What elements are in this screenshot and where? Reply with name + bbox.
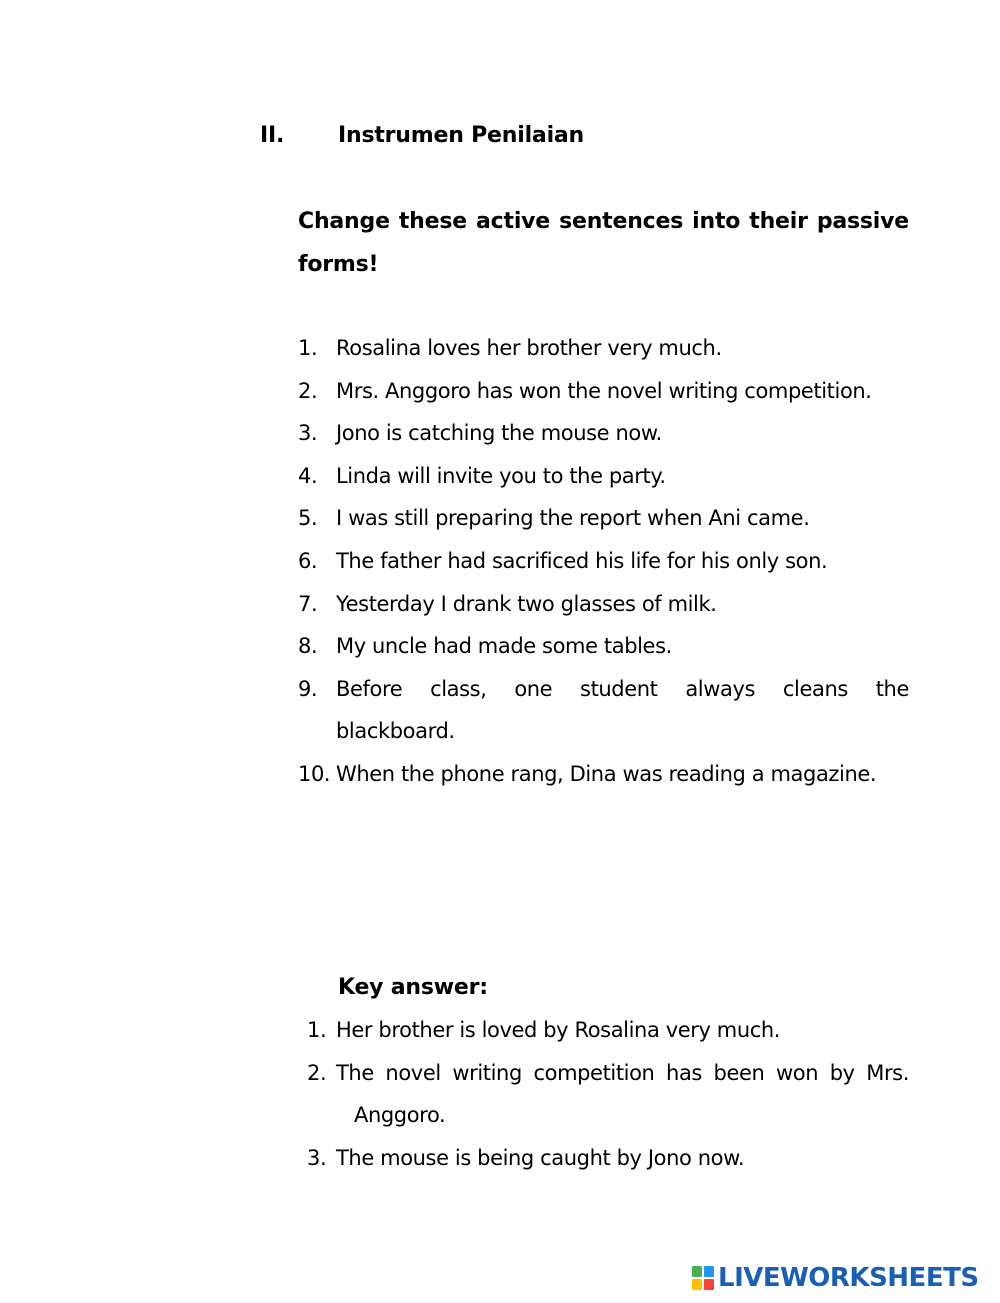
question-text-line1: Before class, one student always cleans the <box>336 676 909 701</box>
question-text: When the phone rang, Dina was reading a magazine. <box>336 761 877 786</box>
liveworksheets-logo-icon <box>692 1266 714 1290</box>
question-item <box>298 327 909 370</box>
section-number: II. <box>260 123 285 148</box>
question-number: 3. <box>298 421 318 446</box>
question-item <box>298 455 909 498</box>
instruction-text: Change these active sentences into their passive forms! <box>298 209 909 277</box>
key-answer-title: Key answer: <box>338 975 488 1000</box>
question-text: Jono is catching the mouse now. <box>336 421 662 446</box>
answer-number: 1. <box>307 1018 327 1042</box>
question-item <box>298 370 909 413</box>
answer-text: Her brother is loved by Rosalina very much. <box>336 1018 781 1042</box>
question-list <box>298 327 909 796</box>
question-text: The father had sacrificed his life for his only son. <box>336 548 828 573</box>
answer-number: 2. <box>307 1060 327 1085</box>
question-number: 5. <box>298 506 318 531</box>
question-number: 4. <box>298 463 318 488</box>
question-number: 8. <box>298 634 318 659</box>
question-text: Rosalina loves her brother very much. <box>336 336 722 360</box>
question-text: Mrs. Anggoro has won the novel writing competition. <box>336 378 872 403</box>
question-number: 6. <box>298 548 318 573</box>
question-text: Yesterday I drank two glasses of milk. <box>336 591 717 616</box>
question-number: 7. <box>298 591 318 616</box>
question-item <box>298 668 909 753</box>
question-number: 1. <box>298 336 318 360</box>
question-text: My uncle had made some tables. <box>336 634 672 659</box>
answer-number: 3. <box>307 1145 327 1170</box>
section-title: Instrumen Penilaian <box>338 123 585 148</box>
question-number: 2. <box>298 378 318 403</box>
answer-item <box>307 1052 909 1137</box>
liveworksheets-brand[interactable] <box>692 1262 979 1294</box>
answer-list <box>307 1009 909 1179</box>
question-item <box>298 583 909 626</box>
answer-text-line2: Anggoro. <box>354 1103 446 1128</box>
question-text: I was still preparing the report when Ani came. <box>336 506 810 531</box>
section-heading <box>260 121 584 151</box>
question-number: 9. <box>298 676 318 701</box>
question-text: Linda will invite you to the party. <box>336 463 666 488</box>
question-item <box>298 625 909 668</box>
answer-text-line1: The novel writing competition has been won by Mrs. <box>336 1060 909 1085</box>
question-item <box>298 412 909 455</box>
answer-item <box>307 1009 909 1052</box>
answer-text: The mouse is being caught by Jono now. <box>336 1145 745 1170</box>
question-item <box>298 540 909 583</box>
question-item <box>298 497 909 540</box>
answer-item <box>307 1137 909 1180</box>
question-number: 10. <box>298 761 331 786</box>
question-text-line2: blackboard. <box>336 719 455 744</box>
brand-text: LIVEWORKSHEETS <box>718 1263 979 1293</box>
question-item <box>298 753 909 796</box>
